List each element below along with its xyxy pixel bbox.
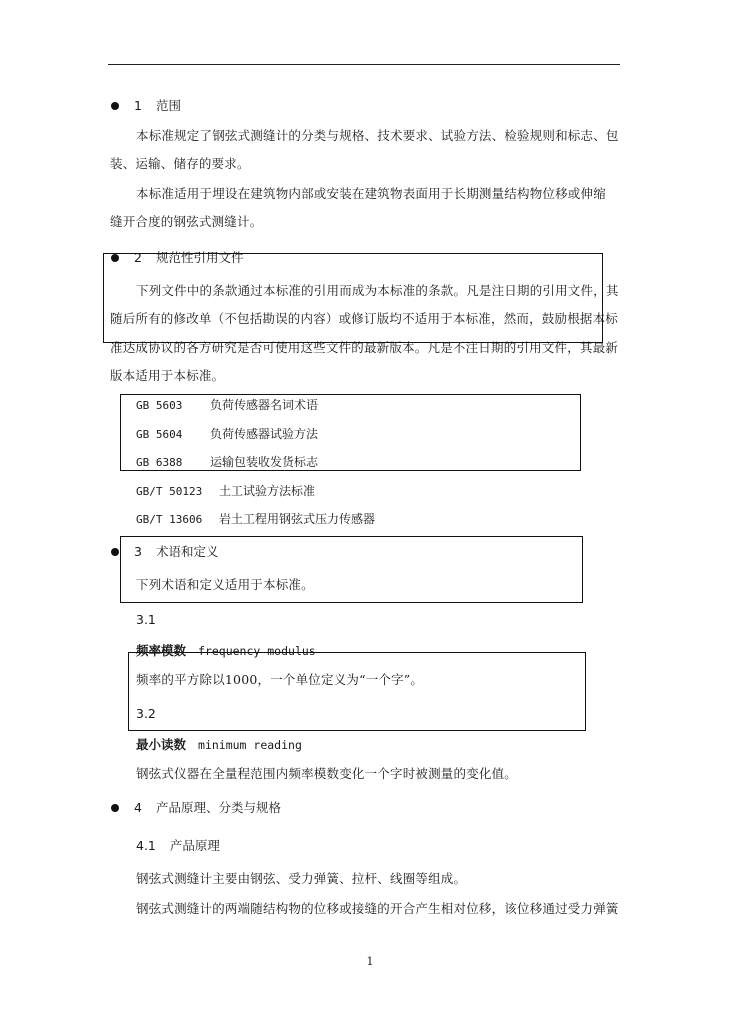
- section-title: 术语和定义: [155, 544, 219, 559]
- paragraph-line: 缝开合度的钢弦式测缝计。: [110, 214, 263, 229]
- paragraph-line: 钢弦式测缝计的两端随结构物的位移或接缝的开合产生相对位移，该位移通过受力弹簧: [136, 901, 619, 916]
- term-number: 3.2: [136, 706, 156, 721]
- section-number: 2: [134, 250, 142, 265]
- section-4-heading: [111, 802, 281, 815]
- paragraph-line: 装、运输、储存的要求。: [110, 156, 250, 171]
- annotation-box: [120, 536, 583, 603]
- term-definition: 频率的平方除以1000，一个单位定义为“一个字”。: [136, 672, 424, 687]
- reference-code: GB 5603: [136, 399, 183, 412]
- section-1-heading: [111, 100, 181, 113]
- subsection-4-1-heading: [136, 840, 220, 853]
- term-definition: 钢弦式仪器在全量程范围内频率模数变化一个字时被测量的变化值。: [136, 766, 518, 781]
- paragraph-line: 本标准规定了钢弦式测缝计的分类与规格、技术要求、试验方法、检验规则和标志、包: [136, 128, 619, 143]
- reference-title: 负荷传感器名词术语: [210, 398, 319, 412]
- paragraph-line: 随后所有的修改单（不包括勘误的内容）或修订版均不适用于本标准，然而，鼓励根据本标: [110, 311, 619, 326]
- term-english: minimum reading: [198, 738, 302, 752]
- term-chinese: 最小读数: [136, 737, 187, 752]
- paragraph-line: 本标准适用于埋设在建筑物内部或安装在建筑物表面用于长期测量结构物位移或伸缩: [136, 186, 606, 201]
- section-number: 4: [134, 800, 142, 815]
- paragraph-line: 版本适用于本标准。: [110, 368, 225, 383]
- reference-title: 负荷传感器试验方法: [210, 427, 319, 441]
- paragraph-line: 下列术语和定义适用于本标准。: [136, 577, 314, 592]
- section-title: 范围: [155, 98, 181, 113]
- section-title: 产品原理、分类与规格: [155, 800, 281, 815]
- term-number: 3.1: [136, 612, 156, 627]
- subsection-title: 产品原理: [169, 838, 220, 853]
- reference-code: GB/T 13606: [136, 513, 203, 526]
- section-title: 规范性引用文件: [155, 250, 244, 265]
- bullet-icon: [111, 548, 119, 556]
- bullet-icon: [111, 102, 119, 110]
- annotation-box: [120, 394, 581, 471]
- reference-code: GB 5604: [136, 428, 183, 441]
- reference-item: [136, 485, 315, 497]
- header-rule: [108, 64, 620, 65]
- subsection-number: 4.1: [136, 838, 156, 853]
- reference-title: 土工试验方法标准: [219, 484, 316, 498]
- paragraph-line: 准达成协议的各方研究是否可使用这些文件的最新版本。凡是不注日期的引用文件，其最新: [110, 340, 619, 355]
- section-number: 3: [134, 544, 142, 559]
- section-number: 1: [134, 98, 142, 113]
- reference-item: [136, 513, 375, 525]
- reference-code: GB 6388: [136, 456, 183, 469]
- reference-title: 运输包装收发货标志: [210, 455, 319, 469]
- reference-title: 岩土工程用钢弦式压力传感器: [219, 512, 376, 526]
- paragraph-line: 钢弦式测缝计主要由钢弦、受力弹簧、拉杆、线圈等组成。: [136, 871, 467, 886]
- reference-code: GB/T 50123: [136, 485, 203, 498]
- term-entry: [136, 739, 302, 752]
- term-chinese: 频率模数: [136, 643, 187, 658]
- annotation-box: [103, 250, 603, 343]
- paragraph-line: 下列文件中的条款通过本标准的引用而成为本标准的条款。凡是注日期的引用文件，其: [136, 283, 619, 298]
- term-english: frequency modulus: [198, 644, 316, 658]
- annotation-box: [128, 652, 586, 731]
- page-number: 1: [366, 955, 374, 968]
- bullet-icon: [111, 804, 119, 812]
